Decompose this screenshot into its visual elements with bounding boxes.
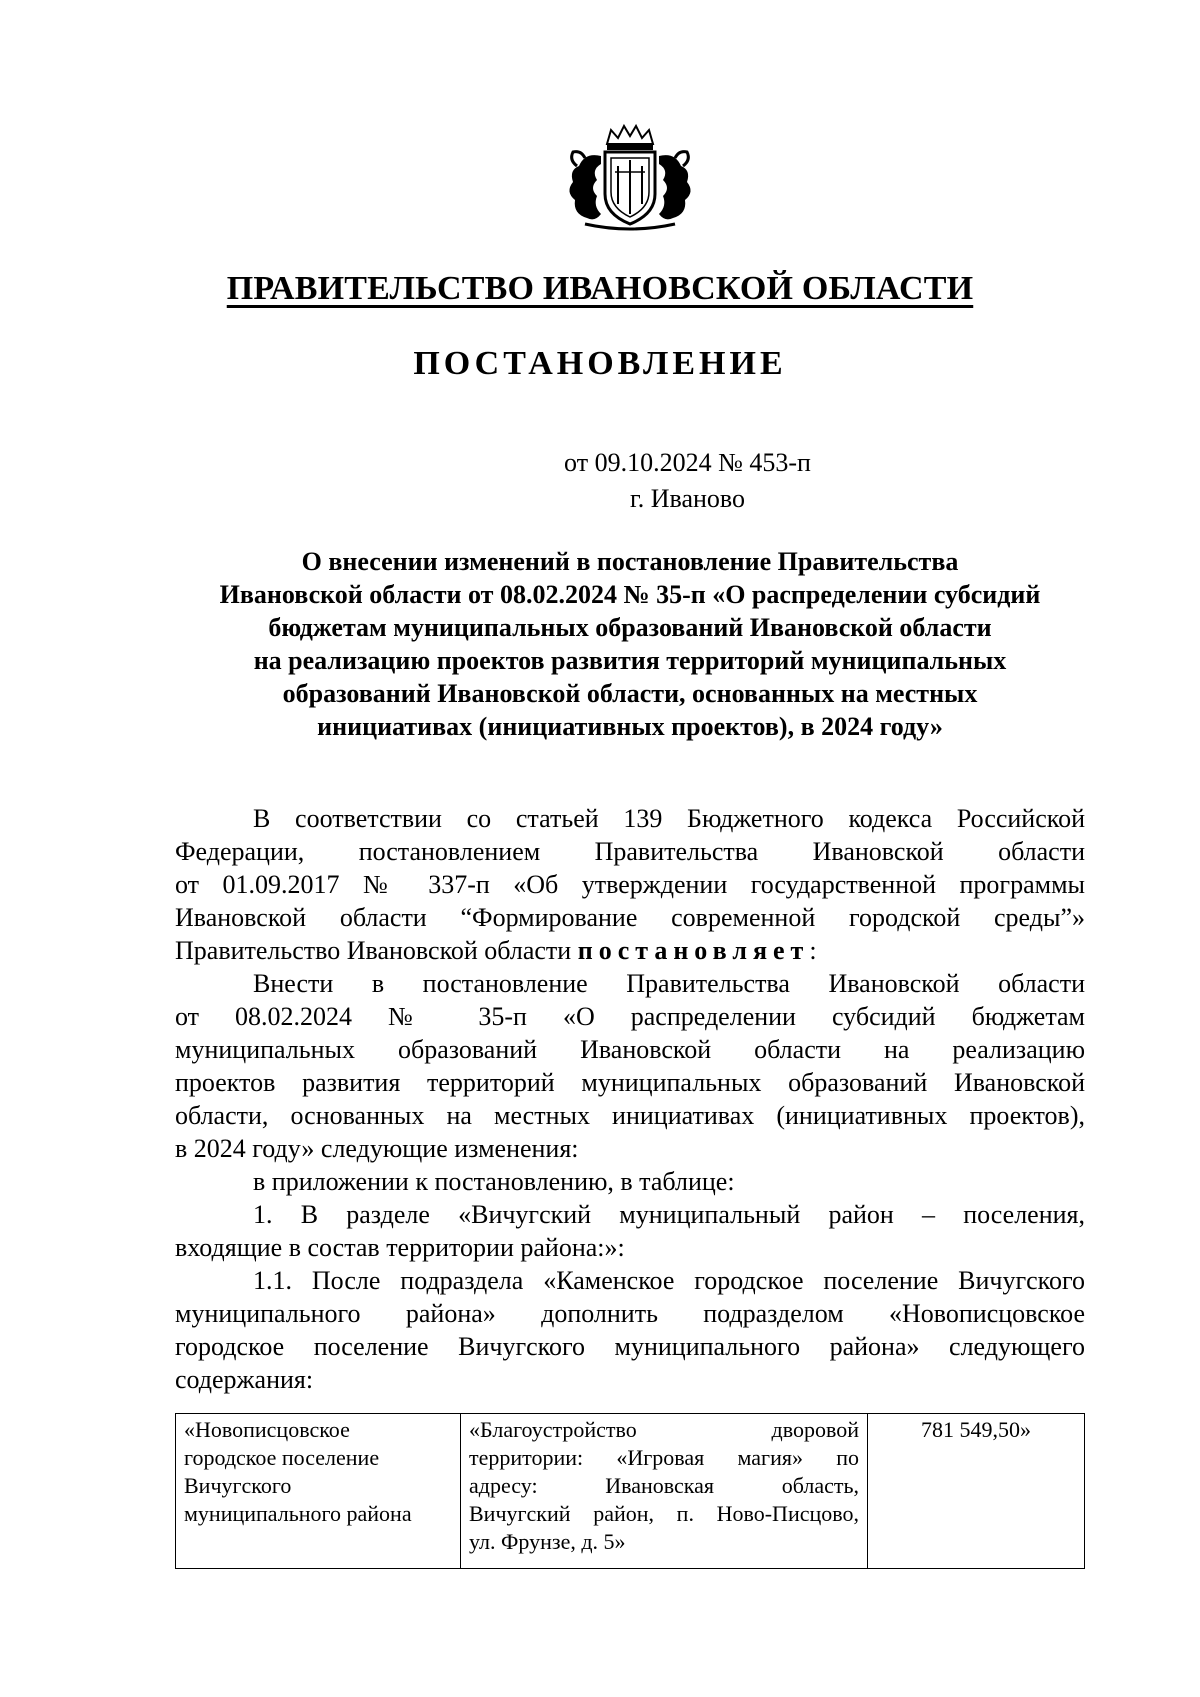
item-1-1-paragraph bbox=[175, 1264, 1085, 1396]
text-line: проектов развития территорий муниципальных образований Ивановской bbox=[175, 1068, 1085, 1097]
text-line: от 01.09.2017 № 337-п «Об утверждении государственной программы bbox=[175, 870, 1085, 899]
subject-line: бюджетам муниципальных образований Ивановской области bbox=[268, 613, 992, 642]
cell-line: адресу: Ивановская область, bbox=[469, 1473, 859, 1498]
text-line: от 08.02.2024 № 35-п «О распределении субсидий бюджетам bbox=[175, 1002, 1085, 1031]
cell-line: ул. Фрунзе, д. 5» bbox=[469, 1529, 626, 1554]
document-city: г. Иваново bbox=[630, 484, 745, 513]
text-line: в приложении к постановлению, в таблице: bbox=[253, 1167, 735, 1196]
table-row bbox=[176, 1414, 1085, 1569]
text-line: Федерации, постановлением Правительства Ивановской области bbox=[175, 837, 1085, 866]
text-fragment: Правительство Ивановской области bbox=[175, 936, 578, 965]
subject-line: О внесении изменений в постановление Правительства bbox=[301, 547, 959, 576]
document-date-number: от 09.10.2024 № 453-п bbox=[564, 448, 811, 477]
text-line: городское поселение Вичугского муниципального района» следующего bbox=[175, 1332, 1085, 1361]
cell-line: Вичугского bbox=[184, 1473, 292, 1498]
cell-line: городское поселение bbox=[184, 1445, 380, 1470]
text-line: Ивановской области “Формирование современной городской среды”» bbox=[175, 903, 1085, 932]
document-body bbox=[175, 802, 1085, 1396]
table-cell-amount: 781 549,50» bbox=[868, 1414, 1085, 1569]
inserted-table bbox=[175, 1413, 1085, 1569]
text-line: В соответствии со статьей 139 Бюджетного кодекса Российской bbox=[253, 804, 1085, 833]
subject-line: Ивановской области от 08.02.2024 № 35-п «О распределении субсидий bbox=[219, 580, 1041, 609]
document-subject bbox=[175, 545, 1085, 743]
ivanovo-coat-of-arms-icon bbox=[555, 122, 705, 234]
text-line: области, основанных на местных инициативах (инициативных проектов), bbox=[175, 1101, 1085, 1130]
cell-line: территории: «Игровая магия» по bbox=[469, 1445, 859, 1470]
organization-title: ПРАВИТЕЛЬСТВО ИВАНОВСКОЙ ОБЛАСТИ bbox=[226, 270, 974, 307]
cell-line: «Новописцовское bbox=[184, 1417, 350, 1442]
cell-line: муниципального района bbox=[184, 1501, 412, 1526]
cell-line: «Благоустройство дворовой bbox=[469, 1417, 859, 1442]
text-line: муниципальных образований Ивановской области на реализацию bbox=[175, 1035, 1085, 1064]
document-type-title: ПОСТАНОВЛЕНИЕ bbox=[413, 345, 787, 382]
text-line: в 2024 году» следующие изменения: bbox=[175, 1134, 579, 1163]
table-cell-settlement bbox=[176, 1414, 461, 1569]
text-line: 1. В разделе «Вичугский муниципальный район – поселения, bbox=[253, 1200, 1085, 1229]
resolves-word: постановляет bbox=[577, 936, 810, 965]
text-line: Внести в постановление Правительства Ивановской области bbox=[253, 969, 1085, 998]
text-line: муниципального района» дополнить подразделом «Новописцовское bbox=[175, 1299, 1085, 1328]
item-1-paragraph bbox=[175, 1198, 1085, 1264]
amendment-paragraph bbox=[175, 967, 1085, 1165]
subject-line: инициативах (инициативных проектов), в 2024 году» bbox=[317, 712, 943, 741]
text-line bbox=[175, 934, 1085, 967]
text-line: 1.1. После подраздела «Каменское городское поселение Вичугского bbox=[253, 1266, 1085, 1295]
annex-paragraph bbox=[175, 1165, 1085, 1198]
subject-line: на реализацию проектов развития территорий муниципальных bbox=[253, 646, 1007, 675]
text-line: содержания: bbox=[175, 1365, 314, 1394]
preamble-paragraph bbox=[175, 802, 1085, 967]
table-cell-project bbox=[461, 1414, 868, 1569]
cell-line: Вичугский район, п. Ново-Писцово, bbox=[469, 1501, 859, 1526]
subject-line: образований Ивановской области, основанных на местных bbox=[282, 679, 978, 708]
text-line: входящие в состав территории района:»: bbox=[175, 1233, 625, 1262]
text-fragment: : bbox=[809, 936, 817, 965]
